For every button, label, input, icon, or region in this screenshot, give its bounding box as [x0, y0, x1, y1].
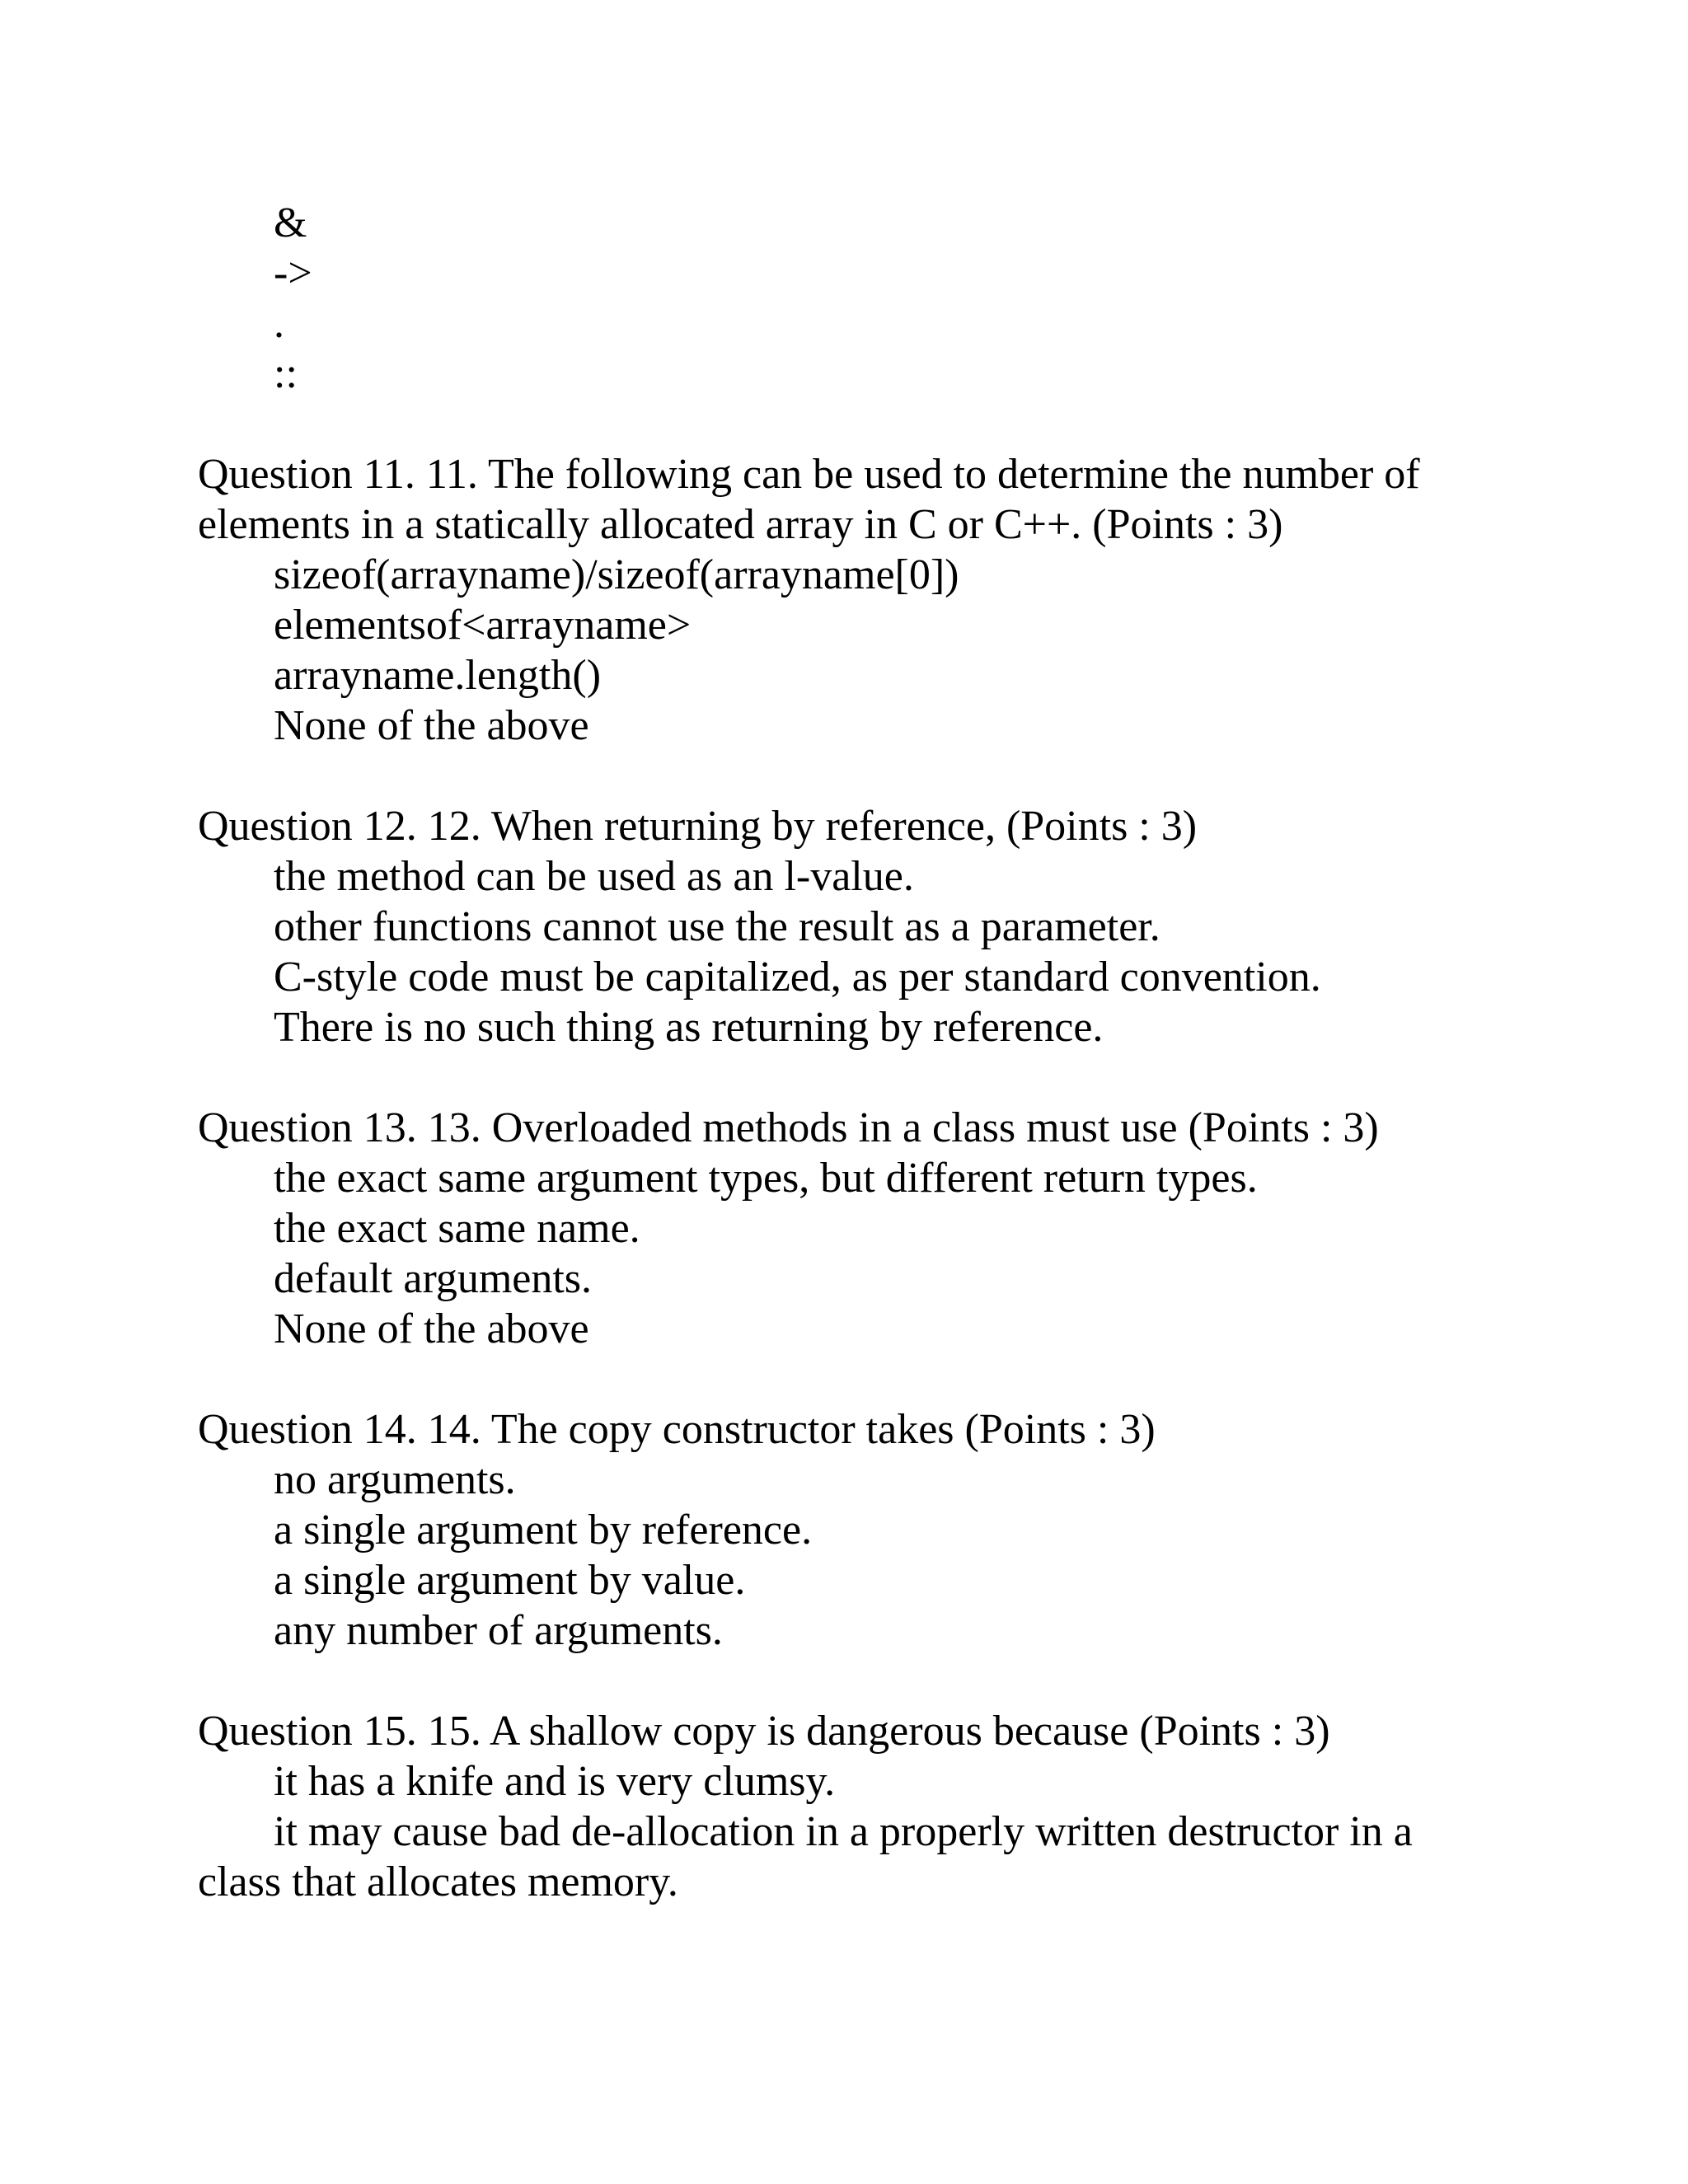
question-13-option: None of the above — [274, 1305, 589, 1352]
question-14-option: a single argument by reference. — [274, 1507, 813, 1554]
question-15-text: Question 15. 15. A shallow copy is dangerous because (Points : 3) — [198, 1708, 1330, 1755]
question-14-option: no arguments. — [274, 1456, 516, 1503]
question-15-option: it has a knife and is very clumsy. — [274, 1758, 836, 1805]
answer-option: :: — [274, 350, 298, 397]
question-13-option: the exact same argument types, but different return types. — [274, 1155, 1258, 1202]
question-12-option: There is no such thing as returning by reference. — [274, 1004, 1104, 1051]
question-15-option: it may cause bad de-allocation in a properly written destructor in a — [274, 1808, 1413, 1855]
question-13-text: Question 13. 13. Overloaded methods in a class must use (Points : 3) — [198, 1104, 1379, 1151]
question-11-option: arrayname.length() — [274, 652, 602, 699]
question-11-text: elements in a statically allocated array in C or C++. (Points : 3) — [198, 501, 1283, 548]
answer-option: & — [274, 199, 307, 246]
question-11-text: Question 11. 11. The following can be used to determine the number of — [198, 451, 1420, 498]
question-11-option: elementsof<arrayname> — [274, 602, 692, 649]
question-15-option-continuation: class that allocates memory. — [198, 1858, 678, 1905]
question-12-option: C-style code must be capitalized, as per standard convention. — [274, 954, 1321, 1001]
question-13-option: the exact same name. — [274, 1205, 640, 1252]
question-12-text: Question 12. 12. When returning by reference, (Points : 3) — [198, 803, 1198, 850]
question-11-option: sizeof(arrayname)/sizeof(arrayname[0]) — [274, 551, 959, 598]
question-12-option: the method can be used as an l-value. — [274, 853, 914, 900]
question-12-option: other functions cannot use the result as a parameter. — [274, 903, 1160, 950]
answer-option: . — [274, 300, 284, 347]
question-14-option: any number of arguments. — [274, 1607, 723, 1654]
answer-option: -> — [274, 250, 312, 297]
question-13-option: default arguments. — [274, 1255, 593, 1302]
question-14-option: a single argument by value. — [274, 1557, 746, 1604]
question-14-text: Question 14. 14. The copy constructor takes (Points : 3) — [198, 1406, 1156, 1453]
question-11-option: None of the above — [274, 702, 589, 749]
